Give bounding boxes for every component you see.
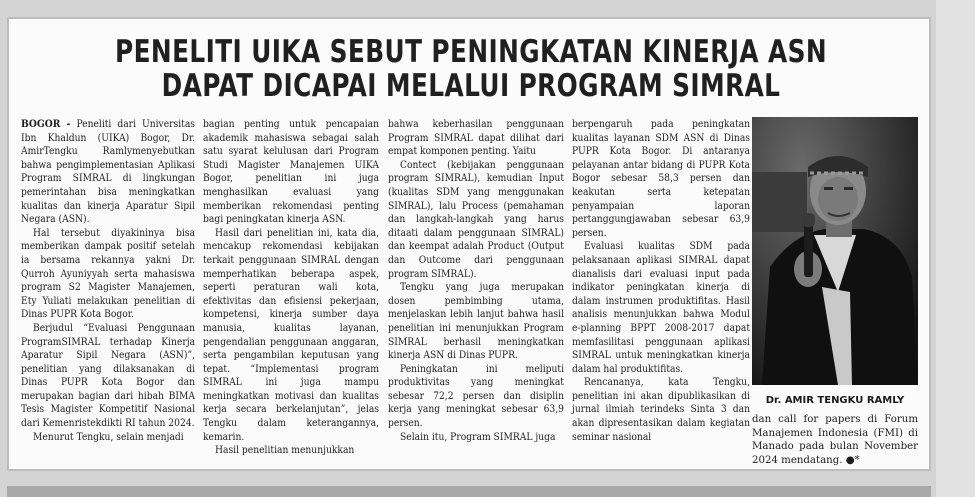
article-paragraph: Tengku yang juga merupakan dosen pembimbing utama, menjelaskan lebih lanjut bahwa hasil penelitian ini menunjukkan Program SIMRAL berhasil meningkatkan kinerja ASN di Dinas PUPR. bbox=[388, 282, 564, 362]
headline-line-2: DAPAT DICAPAI MELALUI PROGRAM SIMRAL bbox=[161, 68, 781, 104]
portrait-photo bbox=[752, 117, 918, 385]
article-paragraph: Hasil penelitian menunjukkan bbox=[215, 445, 355, 457]
photo-caption: Dr. AMIR TENGKU RAMLY bbox=[765, 395, 905, 406]
article-paragraph: Berjudul “Evaluasi Penggunaan ProgramSIMRAL terhadap Kinerja Aparatur Sipil Negara (ASN)”, penelitian yang dilaksanakan di Dinas PUPR Kota Bogor dan merupakan bagian dari hibah BIMA Tesis Magister Kompetitif Nasional dari Kemenristekdikti RI tahun 2024. bbox=[21, 322, 195, 430]
portrait-image bbox=[752, 117, 918, 385]
headline bbox=[101, 35, 840, 103]
next-article-strip bbox=[7, 486, 931, 497]
article-paragraph: bahwa keberhasilan penggunaan Program SIMRAL dapat dilihat dari empat komponen penting. Yaitu bbox=[388, 119, 564, 158]
page-edge bbox=[936, 0, 975, 497]
article-column-4 bbox=[572, 118, 750, 468]
article-paragraph: Hal tersebut diyakininya bisa memberikan dampak positif setelah ia bersama rekannya yakni Dr. Qurroh Ayuniyyah serta mahasiswa program S2 Magister Manajemen, Ety Yuliati melakukan penelitian di Dinas PUPR Kota Bogor. bbox=[21, 227, 195, 321]
article-paragraph: Selain itu, Program SIMRAL juga bbox=[400, 431, 556, 443]
article-column-3 bbox=[388, 118, 564, 468]
article-paragraph: Hasil dari penelitian ini, kata dia, mencakup rekomendasi kebijakan terkait penggunaan SIMRAL dengan memperhatikan beberapa aspek, seperti peraturan wali kota, efektivitas dan efisiensi pekerjaan, kompetensi, kinerja sumber daya manusia, kualitas layanan, pengendalian penggunaan anggaran, serta pengambilan keputusan yang tepat. “Implementasi program SIMRAL ini juga mampu meningkatkan motivasi dan kualitas kerja secara berkelanjutan”, jelas Tengku dalam keterangannya, kemarin. bbox=[203, 227, 379, 443]
dateline: BOGOR - bbox=[21, 118, 71, 130]
article-paragraph: berpengaruh pada peningkatan kualitas layanan SDM ASN di Dinas PUPR Kota Bogor. Di antaranya pelayanan antar bidang di PUPR Kota Bogor sebesar 58,3 persen dan keakutan serta ketepatan penyampaian laporan pertanggungjawaban sebesar 63,9 persen. bbox=[572, 119, 750, 239]
article-paragraph: BOGOR - Peneliti dari Universitas Ibn Khaldun (UIKA) Bogor, Dr. AmirTengku Ramlymenyebutkan bahwa pengimplementasian Aplikasi Program SIMRAL di lingkungan pemerintahan bisa meningkatkan kualitas dan kinerja Aparatur Sipil Negara (ASN). bbox=[21, 118, 196, 226]
end-mark: ●* bbox=[845, 454, 860, 466]
article-paragraph: Rencananya, kata Tengku, penelitian ini akan dipublikasikan di jurnal ilmiah terindeks Sinta 3 dan akan dipresentasikan dalam kegiatan seminar nasional bbox=[572, 377, 750, 443]
article-paragraph: Evaluasi kualitas SDM pada pelaksanaan aplikasi SIMRAL dapat dianalisis dari evaluasi input pada indikator peningkatan kinerja di dalam instrumen produktifitas. Hasil analisis menunjukkan bahwa Modul e-planning BPPT 2008-2017 dapat memfasilitasi penggunaan aplikasi SIMRAL untuk meningkatkan kinerja dalam hal produktifitas. bbox=[572, 241, 750, 375]
article-ending-text: dan call for papers di Forum Manajemen Indonesia (FMI) di Manado pada bulan November 2024 mendatang. bbox=[752, 414, 918, 466]
article-ending bbox=[752, 413, 918, 467]
article-column-1 bbox=[21, 118, 195, 468]
article-column-2 bbox=[203, 118, 379, 468]
news-clipping bbox=[7, 17, 931, 471]
article-paragraph: Peningkatan ini meliputi produktivitas yang meningkat sebesar 72,2 persen dan disiplin kerja yang meningkat sebesar 63,9 persen. bbox=[388, 363, 564, 430]
headline-line-1: PENELITI UIKA SEBUT PENINGKATAN KINERJA ASN bbox=[114, 34, 827, 70]
article-paragraph: Menurut Tengku, selain menjadi bbox=[33, 431, 184, 443]
article-paragraph: Contect (kebijakan penggunaan program SIMRAL), kemudian Input (kualitas SDM yang menggunakan SIMRAL), lalu Process (pemahaman dan langkah-langkah yang harus ditaati dalam penggunaan SIMRAL) dan keempat adalah Product (Output dan Outcome dari penggunaan program SIMRAL). bbox=[388, 159, 564, 280]
article-paragraph: bagian penting untuk pencapaian akademik mahasiswa sebagai salah satu syarat kelulusan dari Program Studi Magister Manajemen UIKA Bogor, penelitian ini juga menghasilkan evaluasi yang memberikan rekomendasi penting bagi peningkatan kinerja ASN. bbox=[203, 119, 379, 226]
